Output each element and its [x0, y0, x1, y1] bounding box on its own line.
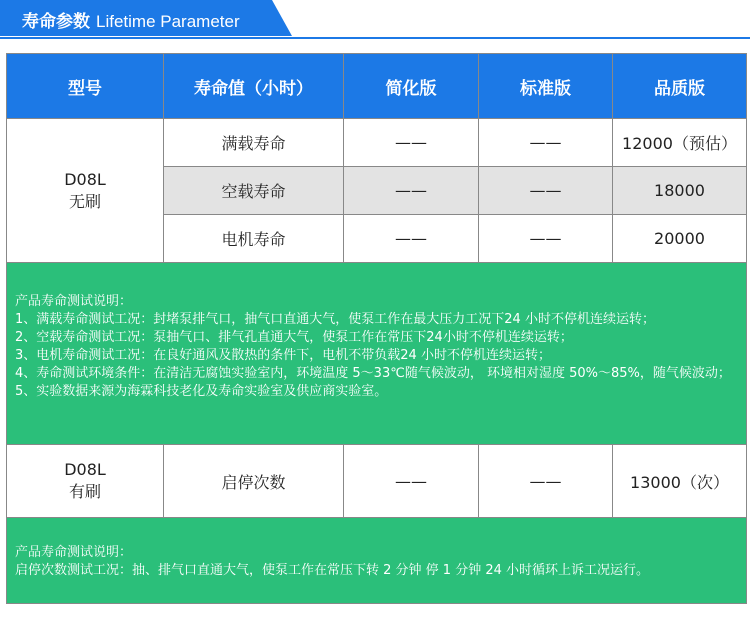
section-title-zh: 寿命参数 [22, 12, 90, 32]
col-header-standard: 标准版 [479, 54, 613, 119]
notes-cell [7, 518, 747, 604]
standard-value: —— [479, 445, 613, 518]
table-header-row [7, 54, 747, 119]
section-header [0, 0, 750, 42]
col-header-simple: 简化版 [344, 54, 479, 119]
quality-value: 18000 [613, 167, 747, 215]
row-label: 满载寿命 [164, 119, 344, 167]
table-row [7, 119, 747, 167]
simple-value: —— [344, 215, 479, 263]
model-cell-brushless [7, 119, 164, 263]
model-type: 有刷 [68, 482, 101, 501]
row-label: 电机寿命 [164, 215, 344, 263]
model-name: D08L [64, 460, 106, 479]
note-line: 产品寿命测试说明： [15, 545, 133, 560]
simple-value: —— [344, 445, 479, 518]
lifetime-table [6, 53, 747, 604]
quality-value: 13000（次） [613, 445, 747, 518]
col-header-quality: 品质版 [613, 54, 747, 119]
simple-value: —— [344, 119, 479, 167]
note-line: 2、空载寿命测试工况：泵抽气口、排气孔直通大气，使泵工作在常压下24小时不停机连续运转； [15, 330, 573, 345]
col-header-lifetime: 寿命值（小时） [164, 54, 344, 119]
notes-cell [7, 263, 747, 445]
simple-value: —— [344, 167, 479, 215]
row-label: 空载寿命 [164, 167, 344, 215]
model-type: 无刷 [68, 191, 101, 211]
quality-value: 20000 [613, 215, 747, 263]
standard-value: —— [479, 215, 613, 263]
note-line: 3、电机寿命测试工况：在良好通风及散热的条件下，电机不带负载24 小时不停机连续运转； [15, 348, 551, 363]
standard-value: —— [479, 167, 613, 215]
col-header-model: 型号 [7, 54, 164, 119]
model-cell-brushed [7, 445, 164, 518]
note-line: 5、实验数据来源为海霖科技老化及寿命实验室及供应商实验室。 [15, 384, 388, 399]
table-row [7, 445, 747, 518]
notes-row-brushed [7, 518, 747, 604]
note-line: 4、寿命测试环境条件：在清洁无腐蚀实验室内，环境温度 5～33℃随气候波动， 环境相对湿度 50%～85%，随气候波动； [15, 366, 731, 381]
section-title-en: Lifetime Parameter [96, 12, 240, 31]
row-label: 启停次数 [164, 445, 344, 518]
note-line: 产品寿命测试说明： [15, 294, 133, 309]
model-name: D08L [64, 169, 106, 189]
section-title [22, 9, 240, 35]
note-line: 1、满载寿命测试工况：封堵泵排气口，抽气口直通大气，使泵工作在最大压力工况下24 小时不停机连续运转； [15, 312, 655, 327]
quality-value: 12000（预估） [613, 119, 747, 167]
notes-row-brushless [7, 263, 747, 445]
note-line: 启停次数测试工况：抽、排气口直通大气，使泵工作在常压下转 2 分钟 停 1 分钟 24 小时循环上诉工况运行。 [15, 563, 650, 578]
standard-value: —— [479, 119, 613, 167]
